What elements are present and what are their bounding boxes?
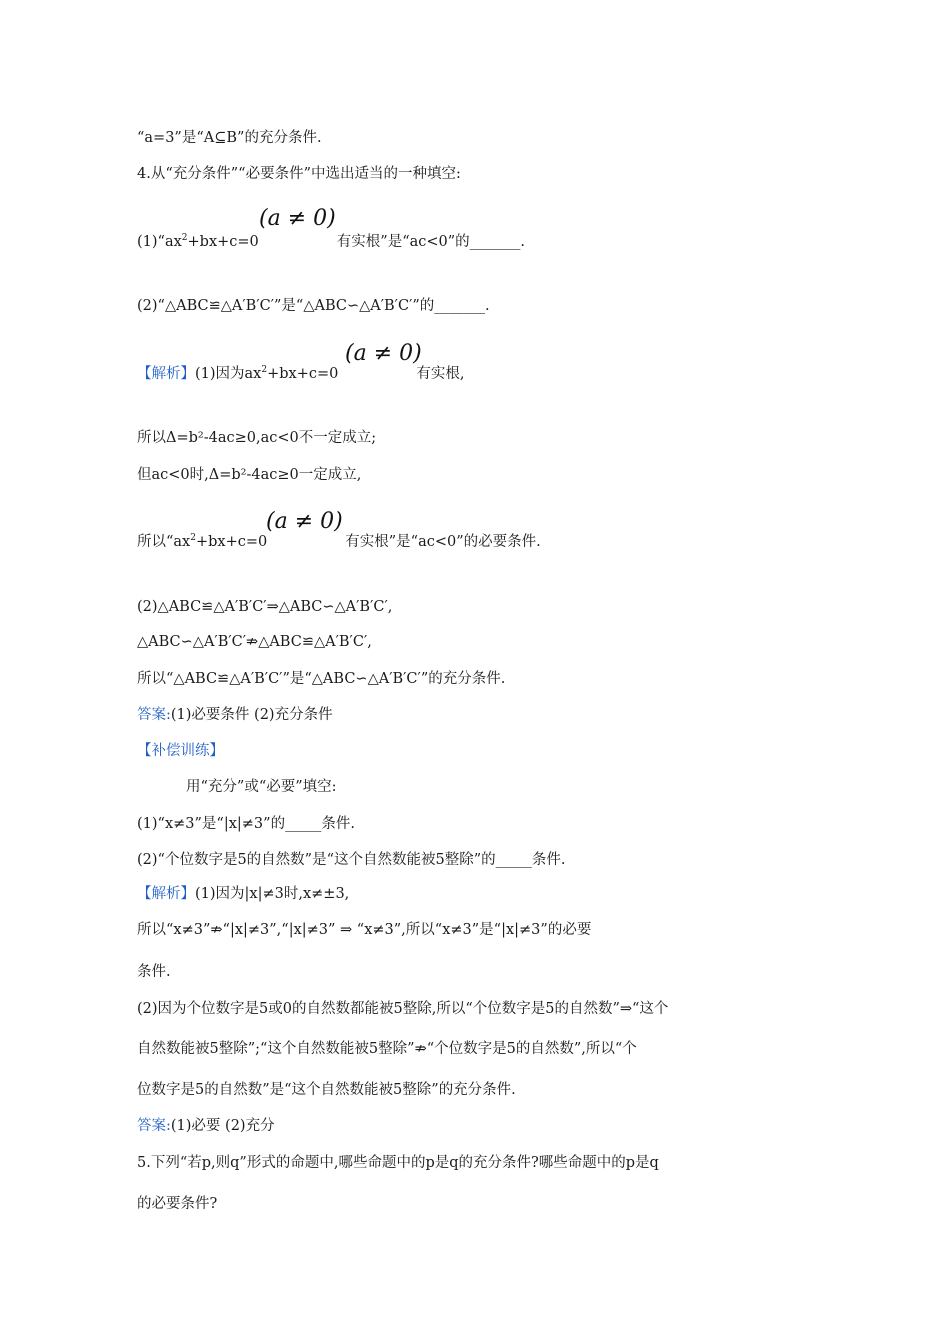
supplement-solution-5: 自然数能被5整除”;“这个自然数能被5整除”⇏“个位数字是5的自然数”,所以“个 bbox=[137, 1041, 637, 1057]
q4-part2: (2)“△ABC≌△A′B′C′”是“△ABC∽△A′B′C′”的_______. bbox=[137, 298, 490, 314]
text: 有实根”是“ac<0”的必要条件. bbox=[345, 534, 541, 550]
text: (1)因为ax bbox=[195, 366, 262, 382]
supplement-q1: (1)“x≠3”是“|x|≠3”的_____条件. bbox=[137, 816, 355, 832]
solution-line-7: 所以“△ABC≌△A′B′C′”是“△ABC∽△A′B′C′”的充分条件. bbox=[137, 671, 506, 687]
supplement-instruction: 用“充分”或“必要”填空: bbox=[186, 779, 337, 795]
question-4: 4.从“充分条件”“必要条件”中选出适当的一种填空: bbox=[137, 166, 461, 182]
text: +bx+c=0 bbox=[267, 366, 339, 382]
answer-line-1 bbox=[137, 705, 333, 725]
text-line: “a=3”是“A⊆B”的充分条件. bbox=[137, 130, 322, 146]
solution-line-4 bbox=[137, 532, 541, 552]
q4-part1 bbox=[137, 232, 525, 252]
supplement-title: 【补偿训练】 bbox=[137, 743, 224, 759]
supplement-q2: (2)“个位数字是5的自然数”是“这个自然数能被5整除”的_____条件. bbox=[137, 852, 566, 868]
answer-line-2 bbox=[137, 1116, 275, 1136]
answer-label: 答案: bbox=[137, 1118, 171, 1134]
superscript: 2 bbox=[261, 365, 268, 376]
supplement-solution-1 bbox=[137, 884, 349, 904]
analysis-label: 【解析】 bbox=[137, 366, 195, 382]
text: (1)“ax bbox=[137, 234, 182, 250]
math-formula: (a ≠ 0) bbox=[259, 206, 336, 231]
supplement-solution-6: 位数字是5的自然数”是“这个自然数能被5整除”的充分条件. bbox=[137, 1082, 516, 1098]
text: 有实根, bbox=[416, 366, 465, 382]
supplement-solution-4: (2)因为个位数字是5或0的自然数都能被5整除,所以“个位数字是5的自然数”⇒“这个 bbox=[137, 1001, 669, 1017]
solution-line-1 bbox=[137, 364, 464, 384]
answer-label: 答案: bbox=[137, 707, 171, 723]
supplement-solution-3: 条件. bbox=[137, 964, 171, 980]
text: 所以“ax bbox=[137, 534, 191, 550]
text: +bx+c=0 bbox=[195, 534, 268, 550]
text: (1)因为|x|≠3时,x≠±3, bbox=[195, 886, 350, 902]
solution-line-2: 所以Δ=b²-4ac≥0,ac<0不一定成立; bbox=[137, 430, 377, 446]
supplement-solution-2: 所以“x≠3”⇏“|x|≠3”,“|x|≠3” ⇒ “x≠3”,所以“x≠3”是“|x|≠3”的必要 bbox=[137, 922, 592, 938]
text: 有实根”是“ac<0”的_______. bbox=[336, 234, 526, 250]
superscript: 2 bbox=[181, 233, 188, 244]
question-5-line-2: 的必要条件? bbox=[137, 1196, 218, 1212]
solution-line-3: 但ac<0时,Δ=b²-4ac≥0一定成立, bbox=[137, 467, 362, 483]
math-formula: (a ≠ 0) bbox=[345, 341, 422, 366]
superscript: 2 bbox=[190, 533, 196, 544]
text: (1)必要条件 (2)充分条件 bbox=[170, 707, 333, 723]
math-formula: (a ≠ 0) bbox=[266, 509, 343, 534]
solution-line-5: (2)△ABC≌△A′B′C′⇒△ABC∽△A′B′C′, bbox=[137, 599, 393, 615]
analysis-label: 【解析】 bbox=[137, 886, 195, 902]
text: +bx+c=0 bbox=[187, 234, 259, 250]
question-5-line-1: 5.下列“若p,则q”形式的命题中,哪些命题中的p是q的充分条件?哪些命题中的p是q bbox=[137, 1155, 659, 1171]
solution-line-6: △ABC∽△A′B′C′⇏△ABC≌△A′B′C′, bbox=[137, 634, 372, 650]
text: (1)必要 (2)充分 bbox=[170, 1118, 275, 1134]
